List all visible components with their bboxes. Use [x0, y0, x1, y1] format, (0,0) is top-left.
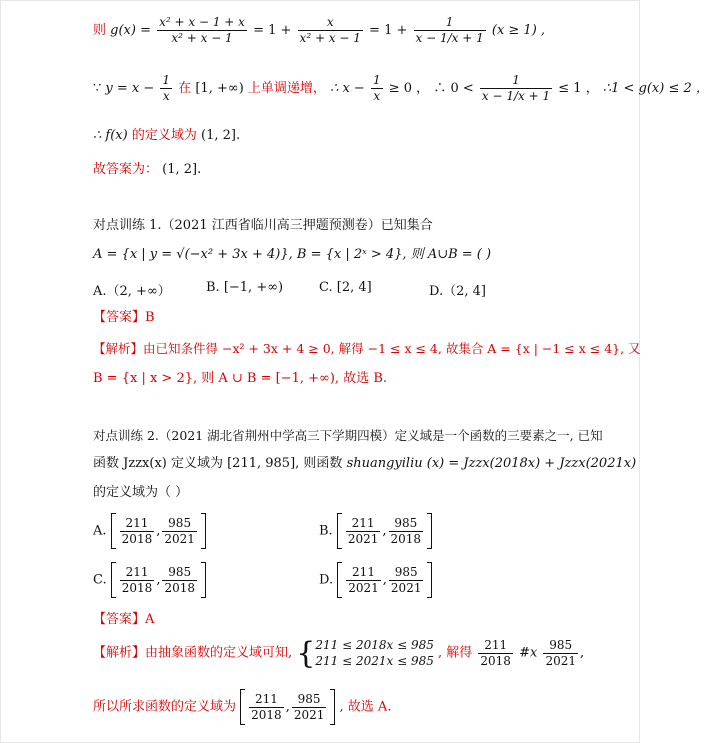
- condition: (x ≥ 1) ,: [491, 23, 546, 38]
- q2-solve-mid: #x: [519, 645, 538, 661]
- domain-line: [93, 128, 240, 144]
- q2-analysis: 【解析】由抽象函数的定义域可知, {211 ≤ 2018x ≤ 985 211 ≤ 2021x ≤ 985 , 解得 $\frac{211}{2018}$ #x $\frac{985}{2021}$ ,: [93, 635, 585, 671]
- interval: [1, +∞): [195, 81, 244, 96]
- text-ze: 则: [93, 23, 107, 38]
- domain-range: (1, 2]: [201, 128, 236, 143]
- equals-2: = 1 +: [253, 23, 292, 38]
- q2-final-text: 所以所求函数的定义域为: [93, 699, 237, 715]
- answer-line: [93, 162, 201, 178]
- fraction-2: $\frac{x}{\text{x² + x − 1}}$: [299, 15, 361, 45]
- q1-analysis-2: B = {x | x > 2}, 则 A ∪ B = [−1, +∞), 故选 B.: [93, 371, 388, 386]
- fraction-a: $\frac{1}{x}$: [372, 73, 381, 103]
- q2-answer: 【答案】A: [93, 612, 155, 627]
- le-one: ≤ 1 ，: [558, 81, 599, 96]
- conclusion: ∴1 < g(x) ≤ 2 ，: [602, 81, 709, 96]
- q1-option-d: D.（2, 4]: [429, 284, 486, 299]
- text-mono: 上单调递增，: [247, 81, 326, 96]
- period: .: [235, 128, 241, 143]
- therefore-2: ∴ 0 <: [433, 81, 474, 96]
- q2-option-a: A. $\frac{211}{2018}$ , $\frac{985}{2021}$: [93, 513, 206, 549]
- y-expr: y = x −: [105, 81, 155, 96]
- q2-shuangyiliu: shuangyiliu (x) = Jzzx(2018x) + Jzzx(2021x): [346, 456, 637, 471]
- q1-option-a: A.（2, +∞）: [93, 284, 171, 299]
- answer-value: (1, 2].: [162, 162, 202, 177]
- q2-option-d: D. $\frac{211}{2021}$ , $\frac{985}{2021}$: [319, 562, 432, 598]
- f-of-x: ∴ f(x): [93, 128, 128, 143]
- q1-title: 对点训练 1.（2021 江西省临川高三押题预测卷）已知集合: [93, 218, 433, 233]
- fraction-y: $\frac{1}{x}$: [162, 73, 171, 103]
- because-symbol: ∵: [93, 81, 102, 96]
- q1-answer: 【答案】B: [93, 310, 155, 325]
- q1-option-c: C. [2, 4]: [319, 280, 372, 295]
- equals-3: = 1 +: [369, 23, 408, 38]
- fraction-3: $\frac{1}{x - 1/x + 1}$: [415, 15, 484, 45]
- q2-final-choice: , 故选 A.: [339, 699, 392, 715]
- q2-option-b: B. $\frac{211}{2021}$ , $\frac{985}{2018}$: [319, 513, 432, 549]
- q1-option-b: B. [−1, +∞): [206, 280, 284, 295]
- q2-line-3: 的定义域为（ ）: [93, 485, 189, 500]
- q1-analysis-1: 【解析】由已知条件得 −x² + 3x + 4 ≥ 0, 解得 −1 ≤ x ≤ 4, 故集合 A = {x | −1 ≤ x ≤ 4}, 又: [93, 341, 641, 356]
- g-lhs: g(x) =: [110, 23, 151, 38]
- q1-sets: A = {x | y = √(−x² + 3x + 4)}, B = {x | 2ˣ > 4}, 则 A∪B = ( ): [93, 247, 492, 262]
- domain-text: 的定义域为: [131, 128, 197, 143]
- q2-system: 211 ≤ 2018x ≤ 985 211 ≤ 2021x ≤ 985: [315, 638, 434, 669]
- q2-line-2: [93, 456, 636, 472]
- text-on: 在: [178, 81, 192, 96]
- q2-function-def: 函数 Jzzx(x) 定义域为 [211, 985], 则函数: [93, 456, 343, 471]
- fraction-b: $\frac{1}{x - 1/x + 1}$: [481, 73, 551, 103]
- q2-analysis-label: 【解析】由抽象函数的定义域可知,: [93, 645, 293, 661]
- q2-title: 对点训练 2.（2021 湖北省荆州中学高三下学期四模）定义域是一个函数的三要素之一, 已知: [93, 428, 603, 443]
- ge-zero: ≥ 0 ，: [388, 81, 430, 96]
- q2-final: 所以所求函数的定义域为 $\frac{211}{2018}$ , $\frac{985}{2021}$ , 故选 A.: [93, 689, 391, 725]
- fraction-1: $\frac{\text{x² + x − 1 + x}}{\text{x² + x − 1}}$: [159, 15, 245, 45]
- monotonic-line: [93, 73, 709, 104]
- q2-solve-text: , 解得: [438, 645, 473, 661]
- q2-option-c: C. $\frac{211}{2018}$ , $\frac{985}{2018}$: [93, 562, 206, 598]
- therefore-expr: ∴ x −: [330, 81, 365, 96]
- g-expression-line: [93, 15, 545, 46]
- answer-label: 故答案为：: [93, 162, 159, 177]
